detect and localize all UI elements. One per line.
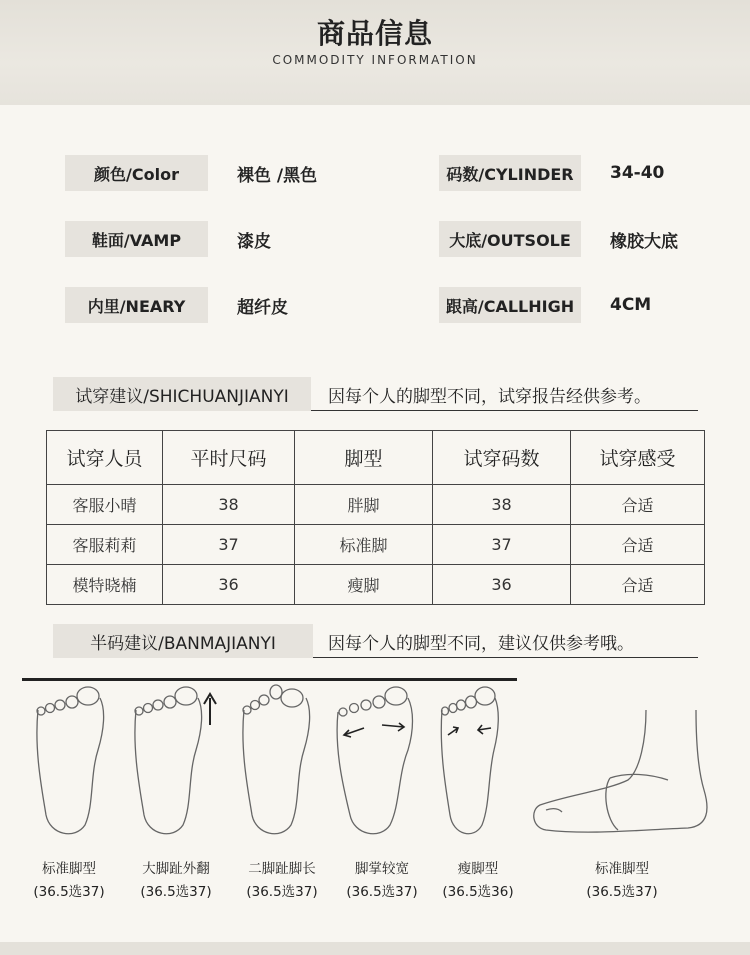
foot-type-advice: (36.5选37) bbox=[33, 884, 105, 900]
table-cell: 胖脚 bbox=[295, 485, 433, 525]
table-row bbox=[47, 525, 705, 565]
foot-type-advice: (36.5选37) bbox=[140, 884, 212, 900]
lining-label: 内里/NEARY bbox=[65, 287, 208, 323]
column-header: 平时尺码 bbox=[163, 431, 295, 485]
color-label: 颜色/Color bbox=[65, 155, 208, 191]
table-header-row bbox=[47, 431, 705, 485]
table-cell: 标准脚 bbox=[295, 525, 433, 565]
color-value: 裸色 /黑色 bbox=[237, 165, 318, 186]
table-cell: 合适 bbox=[571, 525, 705, 565]
foot-type-name: 脚掌较宽 bbox=[355, 861, 409, 877]
table-cell: 38 bbox=[433, 485, 571, 525]
foot-type-name: 标准脚型 bbox=[42, 861, 96, 877]
standard-foot-icon bbox=[30, 680, 110, 845]
narrow-foot-icon bbox=[436, 680, 506, 845]
column-header: 脚型 bbox=[295, 431, 433, 485]
page-subtitle: COMMODITY INFORMATION bbox=[272, 53, 478, 67]
column-header: 试穿人员 bbox=[47, 431, 163, 485]
table-cell: 客服莉莉 bbox=[47, 525, 163, 565]
outsole-value: 橡胶大底 bbox=[610, 231, 678, 252]
table-cell: 37 bbox=[163, 525, 295, 565]
heel-label: 跟高/CALLHIGH bbox=[439, 287, 581, 323]
column-header: 试穿码数 bbox=[433, 431, 571, 485]
table-cell: 合适 bbox=[571, 485, 705, 525]
foot-type-advice: (36.5选36) bbox=[442, 884, 514, 900]
column-header: 试穿感受 bbox=[571, 431, 705, 485]
page-title: 商品信息 bbox=[316, 17, 433, 50]
vamp-label: 鞋面/VAMP bbox=[65, 221, 208, 257]
table-cell: 合适 bbox=[571, 565, 705, 605]
side-foot-icon bbox=[528, 680, 716, 845]
lining-value: 超纤皮 bbox=[237, 297, 288, 318]
table-cell: 客服小晴 bbox=[47, 485, 163, 525]
half-size-note: 因每个人的脚型不同，建议仅供参考哦。 bbox=[328, 633, 634, 654]
foot-type-name: 标准脚型 bbox=[595, 861, 649, 877]
cylinder-label: 码数/CYLINDER bbox=[439, 155, 581, 191]
header-banner bbox=[0, 0, 750, 105]
foot-type-advice: (36.5选37) bbox=[246, 884, 318, 900]
foot-type-name: 二脚趾脚长 bbox=[248, 861, 316, 877]
half-size-underline bbox=[313, 657, 698, 658]
bunion-foot-icon bbox=[128, 680, 218, 845]
half-size-tag: 半码建议/BANMAJIANYI bbox=[53, 624, 313, 658]
table-cell: 36 bbox=[163, 565, 295, 605]
long-second-toe-foot-icon bbox=[236, 680, 316, 845]
table-cell: 36 bbox=[433, 565, 571, 605]
table-cell: 37 bbox=[433, 525, 571, 565]
table-cell: 模特晓楠 bbox=[47, 565, 163, 605]
foot-type-advice: (36.5选37) bbox=[586, 884, 658, 900]
footer-strip bbox=[0, 942, 750, 955]
table-cell: 38 bbox=[163, 485, 295, 525]
fitting-tag: 试穿建议/SHICHUANJIANYI bbox=[53, 377, 311, 411]
table-row bbox=[47, 565, 705, 605]
vamp-value: 漆皮 bbox=[237, 231, 271, 252]
fitting-table bbox=[46, 430, 705, 605]
cylinder-value: 34-40 bbox=[610, 163, 665, 183]
table-row bbox=[47, 485, 705, 525]
foot-type-name: 瘦脚型 bbox=[457, 861, 499, 877]
foot-type-advice: (36.5选37) bbox=[346, 884, 418, 900]
fitting-note: 因每个人的脚型不同，试穿报告经供参考。 bbox=[328, 386, 651, 407]
foot-type-name: 大脚趾外翻 bbox=[142, 861, 210, 877]
fitting-underline bbox=[311, 410, 698, 411]
heel-value: 4CM bbox=[610, 295, 652, 315]
table-cell: 瘦脚 bbox=[295, 565, 433, 605]
wide-foot-icon bbox=[332, 680, 422, 845]
outsole-label: 大底/OUTSOLE bbox=[439, 221, 581, 257]
